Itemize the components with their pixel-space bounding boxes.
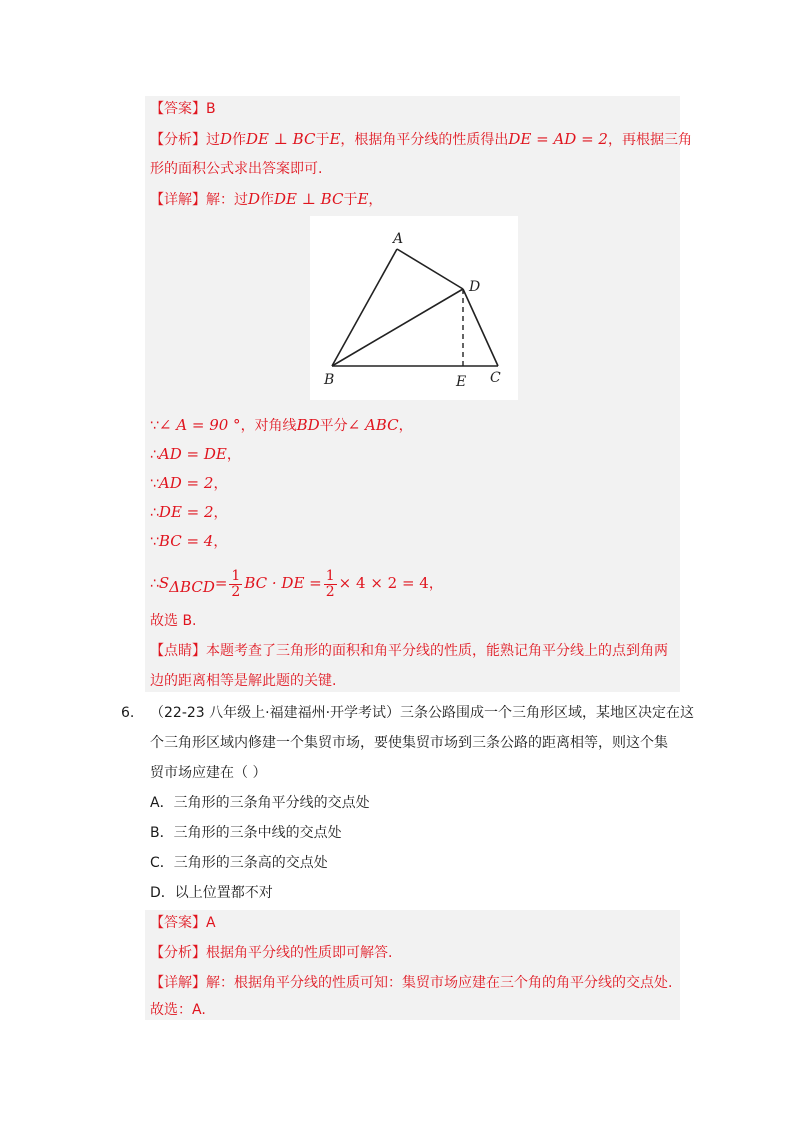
label-d: D xyxy=(469,279,481,295)
detail-math-perp: DE ⊥ BC xyxy=(274,190,344,208)
comment-line2-q5: 边的距离相等是解此题的关键. xyxy=(150,673,337,689)
step-math-bd: BD xyxy=(296,416,320,434)
area-tail-math: × 4 × 2 = 4 xyxy=(338,574,429,592)
step-text-2: 平分 xyxy=(319,418,348,434)
detail-text-a: 解：过 xyxy=(206,192,248,208)
analysis-text: 根据角平分线的性质即可解答. xyxy=(206,945,393,961)
step-math: BC = 4 xyxy=(158,532,214,550)
segment-ab xyxy=(332,249,397,366)
fraction-num: 1 xyxy=(325,567,335,584)
analysis-tag: 【分析】 xyxy=(150,945,206,961)
answer-line-q5 xyxy=(150,99,216,119)
analysis-text-c: 于 xyxy=(315,132,330,148)
label-c: C xyxy=(490,370,501,386)
analysis-math-perp: DE ⊥ BC xyxy=(246,130,316,148)
detail-text-b: 作 xyxy=(260,192,275,208)
area-tail: ， xyxy=(428,576,443,592)
analysis-point-d: D xyxy=(220,130,233,148)
comment-tag: 【点睛】 xyxy=(150,643,206,659)
step-math-angle: ∠ ABC xyxy=(347,416,399,434)
answer-tag: 【答案】 xyxy=(150,101,206,117)
analysis-text-d: ，根据角平分线的性质得出 xyxy=(340,132,509,148)
step-3 xyxy=(150,473,227,494)
detail-line-q5 xyxy=(150,189,382,210)
detail-tag: 【详解】 xyxy=(150,975,206,991)
analysis-text-a: 过 xyxy=(206,132,220,148)
answer-value: B xyxy=(206,101,216,117)
triangle-figure xyxy=(310,216,518,400)
choose-line-q6: 故选：A. xyxy=(150,1002,206,1018)
comment-line-q5 xyxy=(150,641,668,661)
option-b: B．三角形的三条中线的交点处 xyxy=(150,825,342,841)
detail-line-q6 xyxy=(150,973,672,993)
choose-line-q5: 故选 B. xyxy=(150,613,197,629)
step-4 xyxy=(150,502,228,523)
area-mid: BC · DE = xyxy=(244,574,322,592)
question-number: 6. xyxy=(121,705,135,721)
question-text-line1: （22-23 八年级上·福建福州·开学考试）三条公路围成一个三角形区域，某地区决定在这 xyxy=(150,705,695,721)
step-math: ∠ A = 90 ° xyxy=(158,416,241,434)
answer-value: A xyxy=(206,915,216,931)
label-a: A xyxy=(393,231,404,247)
step-tail: ， xyxy=(398,418,413,434)
analysis-line-q6 xyxy=(150,943,392,963)
step-1 xyxy=(150,415,413,436)
analysis-tag: 【分析】 xyxy=(150,132,206,148)
triangle-diagram xyxy=(310,216,518,400)
step-math: DE = 2 xyxy=(158,503,214,521)
option-c: C．三角形的三条高的交点处 xyxy=(150,855,328,871)
analysis-math-equal: DE = AD = 2 xyxy=(508,130,608,148)
solution-box-q6 xyxy=(145,910,680,1020)
step-text: ，对角线 xyxy=(240,418,297,434)
step-symbol: ∴ xyxy=(150,505,159,521)
detail-tag: 【详解】 xyxy=(150,192,206,208)
area-symbol: ∴ xyxy=(150,576,159,592)
analysis-text-e: ，再根据三角 xyxy=(607,132,692,148)
area-eq: = xyxy=(214,574,228,592)
detail-text-end: ， xyxy=(368,192,383,208)
step-symbol: ∴ xyxy=(150,447,159,463)
analysis-line-q5 xyxy=(150,129,692,150)
option-a: A．三角形的三条角平分线的交点处 xyxy=(150,795,370,811)
step-tail: ， xyxy=(213,505,228,521)
fraction-den: 2 xyxy=(325,583,335,600)
area-s: S xyxy=(158,574,170,592)
option-d: D．以上位置都不对 xyxy=(150,885,273,901)
step-tail: ， xyxy=(213,534,228,550)
step-symbol: ∵ xyxy=(150,534,159,550)
analysis-line2-q5: 形的面积公式求出答案即可. xyxy=(150,161,323,177)
answer-line-q6 xyxy=(150,913,216,933)
detail-point-d: D xyxy=(248,190,261,208)
step-2 xyxy=(150,444,241,465)
answer-tag: 【答案】 xyxy=(150,915,206,931)
segment-ad xyxy=(397,249,463,289)
detail-point-e: E xyxy=(357,190,369,208)
analysis-point-e: E xyxy=(329,130,341,148)
area-formula xyxy=(150,566,443,604)
comment-text: 本题考查了三角形的面积和角平分线的性质，能熟记角平分线上的点到角两 xyxy=(206,643,668,659)
area-sub: ΔBCD xyxy=(169,577,215,596)
segment-bd xyxy=(332,289,463,366)
step-symbol: ∵ xyxy=(150,418,159,434)
question-text-line2: 个三角形区域内修建一个集贸市场，要使集贸市场到三条公路的距离相等，则这个集 xyxy=(150,735,668,751)
detail-text-c: 于 xyxy=(343,192,358,208)
step-5 xyxy=(150,531,227,552)
label-b: B xyxy=(324,372,335,388)
analysis-text-b: 作 xyxy=(232,132,247,148)
fraction-den: 2 xyxy=(231,583,241,600)
step-tail: ， xyxy=(226,447,241,463)
detail-text: 解：根据角平分线的性质可知：集贸市场应建在三个角的角平分线的交点处. xyxy=(206,975,673,991)
step-math: AD = DE xyxy=(158,445,227,463)
fraction-num: 1 xyxy=(231,567,241,584)
fraction-half-2 xyxy=(324,569,337,600)
step-math: AD = 2 xyxy=(158,474,214,492)
fraction-half-1 xyxy=(229,569,242,600)
step-tail: ， xyxy=(213,476,228,492)
question-text-line3: 贸市场应建在（ ） xyxy=(150,765,267,781)
step-symbol: ∵ xyxy=(150,476,159,492)
segment-dc xyxy=(463,289,498,366)
label-e: E xyxy=(456,374,467,390)
